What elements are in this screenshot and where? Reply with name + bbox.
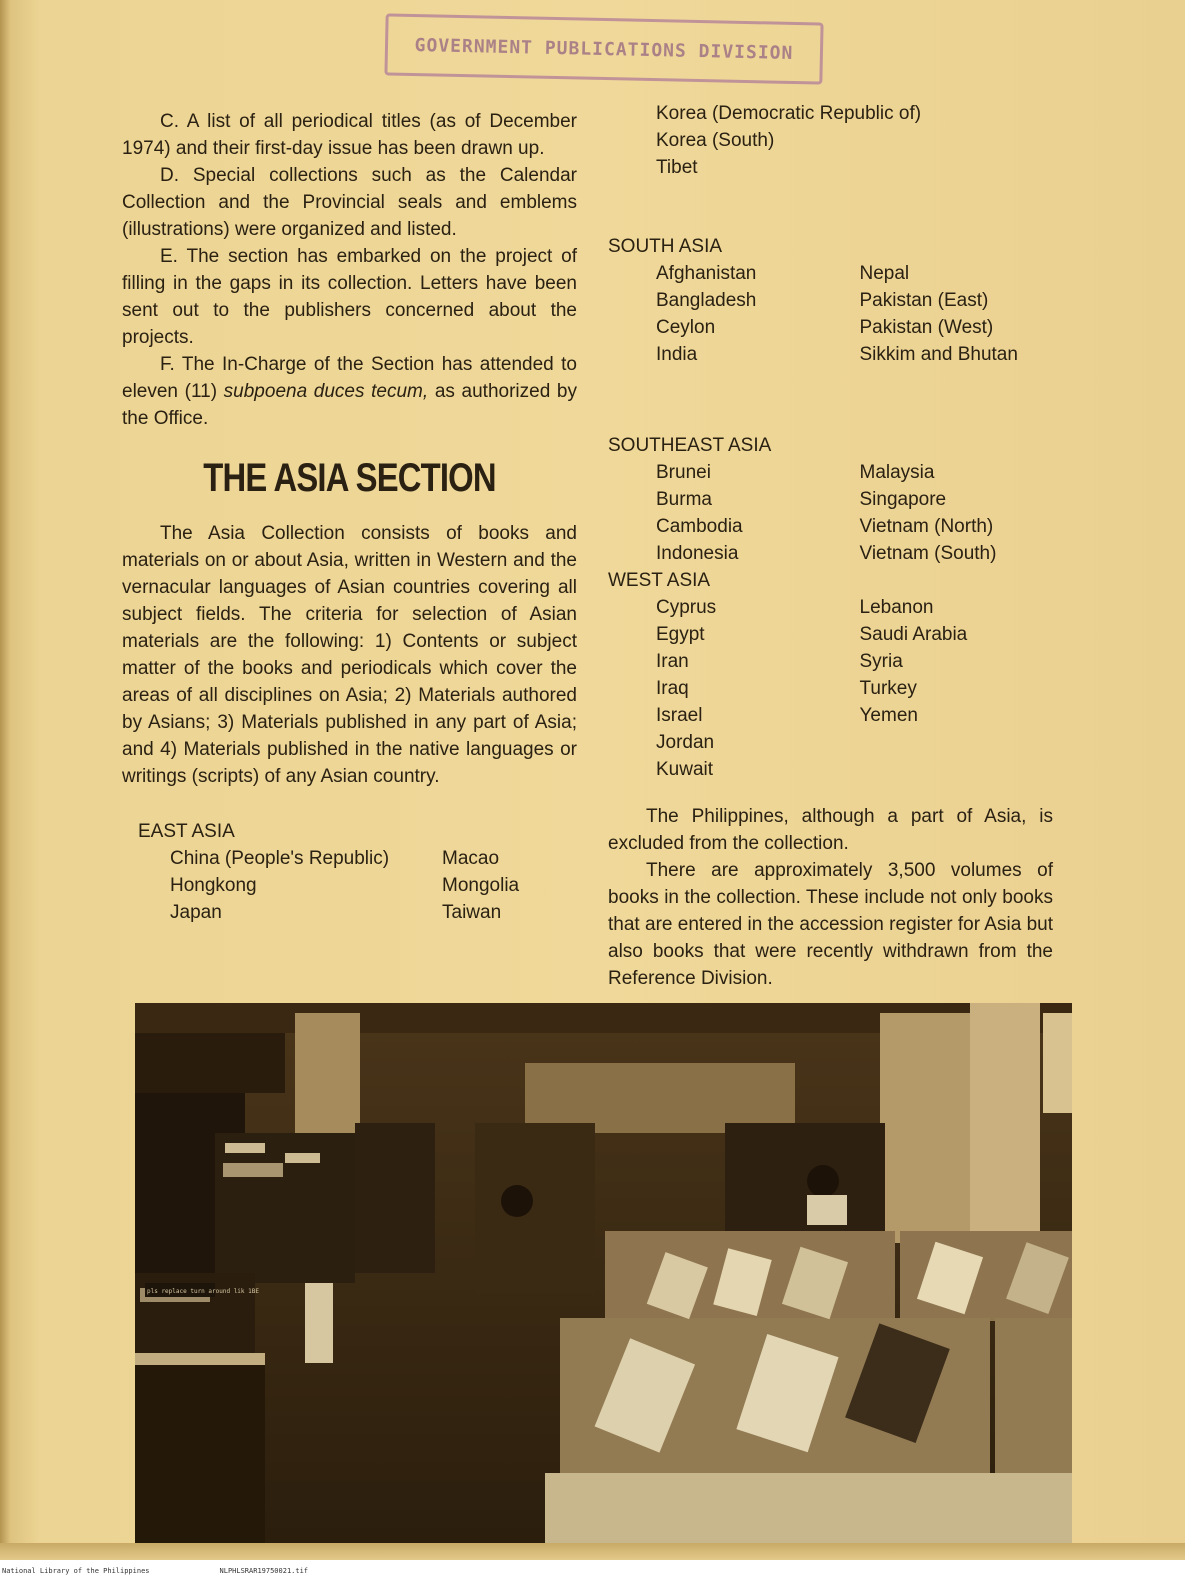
page-bottom-shadow <box>0 1543 1185 1560</box>
country-item: Iraq <box>656 678 689 699</box>
country-item: Taiwan <box>442 902 502 923</box>
footer-file-name: NLPHLSRAR19750021.tif <box>219 1567 309 1575</box>
country-item <box>860 756 1054 783</box>
country-item: Cambodia <box>656 516 743 537</box>
section-heading: THE ASIA SECTION <box>203 456 496 500</box>
country-item: Korea (Democratic Republic of) <box>656 103 922 124</box>
south-asia-block <box>608 233 1053 368</box>
paragraph-f-italic: subpoena duces tecum, <box>223 381 429 402</box>
footer-library-name: National Library of the Philippines <box>2 1567 150 1575</box>
country-item: Japan <box>170 902 222 923</box>
west-asia-country-list <box>656 594 1053 783</box>
country-item: Israel <box>656 705 703 726</box>
west-asia-block <box>608 567 1053 783</box>
division-stamp: GOVERNMENT PUBLICATIONS DIVISION <box>384 13 823 84</box>
east-asia-block <box>122 818 577 926</box>
intro-paragraph: The Asia Collection consists of books and materials on or about Asia, written in Western and the vernacular languages of Asian countries covering all subject fields. The criteria for selection of Asian materials are the following: 1) Contents or subject matter of the books and periodicals which cover the areas of all disciplines on Asia; 2) Materials authored by Asians; 3) Materials published in any part of Asia; and 4) Materials published in the native languages or writings (scripts) of any Asian country. <box>122 523 577 787</box>
country-item: Vietnam (North) <box>859 516 994 537</box>
country-item: Ceylon <box>656 317 716 338</box>
photo-sign-text: pls replace turn around lik 1BE <box>147 1288 259 1295</box>
library-photo-drawing <box>135 1003 1072 1543</box>
left-column <box>122 108 577 926</box>
country-item: Brunei <box>656 462 711 483</box>
country-item: Indonesia <box>656 543 739 564</box>
southeast-asia-country-list <box>656 459 1053 567</box>
country-item: Singapore <box>859 489 947 510</box>
country-item: Pakistan (West) <box>859 317 994 338</box>
paragraph-f-end: as authorized by the Office. <box>122 381 577 429</box>
country-item: Kuwait <box>656 759 714 780</box>
volumes-paragraph: There are approximately 3,500 volumes of books in the collection. These include not only books that are entered in the accession register for Asia but also books that were recently withdrawn from the Reference Division. <box>608 860 1053 989</box>
region-title-east-asia: EAST ASIA <box>138 821 235 842</box>
country-item: Lebanon <box>859 597 934 618</box>
paragraph-d: D. Special collections such as the Calendar Collection and the Provincial seals and emblems (illustrations) were organized and listed. <box>122 165 577 240</box>
country-item: Turkey <box>859 678 917 699</box>
country-item: Syria <box>859 651 903 672</box>
southeast-asia-block <box>608 432 1053 567</box>
country-item: Saudi Arabia <box>859 624 968 645</box>
country-item: China (People's Republic) <box>170 848 390 869</box>
country-item: Egypt <box>656 624 705 645</box>
philippines-paragraph: The Philippines, although a part of Asia, is excluded from the collection. <box>608 806 1053 854</box>
country-item: Malaysia <box>859 462 935 483</box>
country-item: Korea (South) <box>656 130 775 151</box>
country-item: Sikkim and Bhutan <box>859 344 1018 365</box>
east-asia-country-list <box>122 845 577 926</box>
country-item: Jordan <box>656 732 715 753</box>
country-item: Iran <box>656 651 689 672</box>
paragraph-f <box>122 351 577 432</box>
country-item: Yemen <box>859 705 918 726</box>
library-photo <box>135 1003 1072 1543</box>
region-title-west-asia: WEST ASIA <box>608 570 711 591</box>
country-item: Hongkong <box>170 875 257 896</box>
country-item: Macao <box>442 848 500 869</box>
country-item: Nepal <box>859 263 910 284</box>
south-asia-country-list <box>656 260 1053 368</box>
region-title-south-asia: SOUTH ASIA <box>608 236 723 257</box>
country-item: Burma <box>656 489 712 510</box>
country-item <box>860 729 1054 756</box>
country-item: Cyprus <box>656 597 717 618</box>
country-item: Tibet <box>656 157 698 178</box>
page-spine <box>0 0 10 1583</box>
paragraph-f-start: F. The In-Charge of the Section has attended to eleven (11) <box>122 354 577 402</box>
country-item: Pakistan (East) <box>859 290 989 311</box>
scan-footer <box>0 1560 1185 1583</box>
country-item: Mongolia <box>442 875 520 896</box>
east-asia-continued <box>656 100 1053 181</box>
country-item: Afghanistan <box>656 263 757 284</box>
country-item: Vietnam (South) <box>859 543 997 564</box>
region-title-southeast-asia: SOUTHEAST ASIA <box>608 435 772 456</box>
paragraph-e: E. The section has embarked on the project of filling in the gaps in its collection. Letters have been sent out to the publishers concerned about the projects. <box>122 246 577 348</box>
right-column <box>608 100 1053 992</box>
paragraph-c: C. A list of all periodical titles (as of December 1974) and their first-day issue has been drawn up. <box>122 111 577 159</box>
country-item: Bangladesh <box>656 290 757 311</box>
country-item: India <box>656 344 698 365</box>
